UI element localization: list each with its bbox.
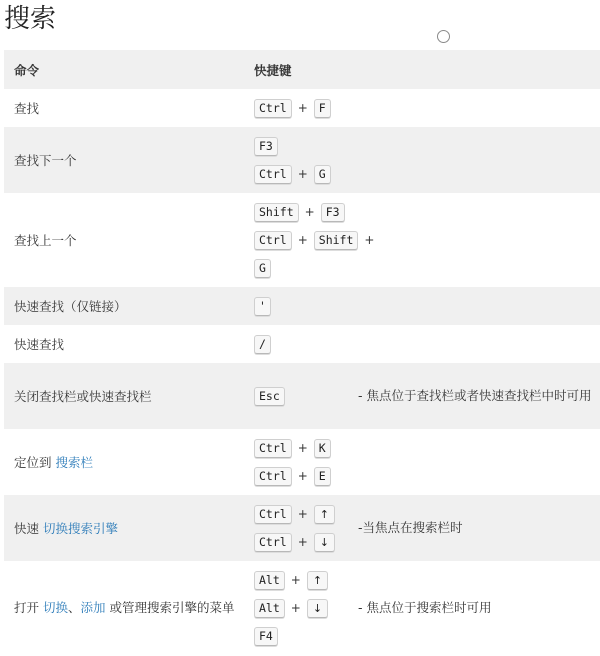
plus-sign: + — [297, 441, 308, 455]
command-link[interactable]: 搜索栏 — [55, 455, 93, 470]
command-text: 、 — [68, 600, 81, 615]
page-title: 搜索 — [4, 4, 57, 34]
command-text: 查找 — [14, 101, 40, 116]
command-link[interactable]: 切换 — [42, 600, 68, 615]
plus-sign: + — [297, 469, 308, 483]
key-combo — [254, 160, 600, 188]
key-combo — [254, 462, 600, 490]
key-cap: F3 — [321, 203, 345, 222]
plus-sign: + — [290, 601, 301, 615]
header-command: 命令 — [14, 62, 40, 78]
key-cap: Ctrl — [254, 505, 292, 524]
table-row — [4, 287, 600, 325]
key-cap: K — [314, 439, 331, 458]
shortcut-cell — [244, 89, 600, 127]
key-combo — [254, 434, 600, 462]
command-text: 查找上一个 — [14, 233, 77, 248]
command-text: 查找下一个 — [14, 153, 77, 168]
shortcut-cell — [244, 561, 348, 655]
key-combo — [254, 94, 600, 122]
note-cell: - 焦点位于查找栏或者快速查找栏中时可用 — [358, 388, 592, 403]
key-cap: G — [254, 259, 271, 278]
arrow-up-key: ↑ — [307, 571, 328, 590]
key-cap: Ctrl — [254, 231, 292, 250]
key-cap: Ctrl — [254, 467, 292, 486]
command-cell — [4, 127, 244, 193]
key-cap: F3 — [254, 137, 278, 156]
table-row — [4, 363, 600, 429]
key-cap: G — [314, 165, 331, 184]
command-cell — [4, 193, 244, 287]
command-link[interactable]: 添加 — [80, 600, 106, 615]
table-header-row — [4, 50, 600, 89]
key-cap: Ctrl — [254, 533, 292, 552]
command-text: 快速查找 — [14, 337, 65, 352]
key-combo — [254, 226, 600, 254]
shortcut-table — [4, 50, 600, 655]
command-cell — [4, 89, 244, 127]
command-link[interactable]: 切换搜索引擎 — [42, 521, 118, 536]
command-text: 关闭查找栏或快速查找栏 — [14, 389, 152, 404]
plus-sign: + — [364, 233, 375, 247]
key-cap: / — [254, 335, 271, 354]
note-cell: - 焦点位于搜索栏时可用 — [358, 600, 492, 615]
plus-sign: + — [304, 205, 315, 219]
shortcut-cell — [244, 363, 348, 429]
plus-sign: + — [290, 573, 301, 587]
key-combo — [254, 198, 600, 226]
shortcut-cell — [244, 287, 600, 325]
plus-sign: + — [297, 535, 308, 549]
key-combo — [254, 132, 600, 160]
key-cap: Esc — [254, 387, 285, 406]
key-cap: Alt — [254, 599, 285, 618]
key-cap: Ctrl — [254, 439, 292, 458]
table-row — [4, 325, 600, 363]
key-combo — [254, 500, 348, 528]
table-row — [4, 495, 600, 561]
key-combo — [254, 622, 348, 650]
key-combo — [254, 330, 600, 358]
command-cell — [4, 429, 244, 495]
plus-sign: + — [297, 507, 308, 521]
plus-sign: + — [297, 167, 308, 181]
key-combo — [254, 528, 348, 556]
plus-sign: + — [297, 233, 308, 247]
key-combo — [254, 254, 600, 282]
shortcut-cell — [244, 127, 600, 193]
command-text: 快速 — [14, 521, 43, 536]
key-cap: Shift — [314, 231, 359, 250]
circle-icon — [437, 30, 450, 43]
command-text: 打开 — [14, 600, 43, 615]
command-cell — [4, 325, 244, 363]
key-cap: Ctrl — [254, 165, 292, 184]
command-cell — [4, 561, 244, 655]
key-combo — [254, 292, 600, 320]
arrow-up-key: ↑ — [314, 505, 335, 524]
note-cell: -当焦点在搜索栏时 — [358, 520, 463, 535]
shortcut-cell — [244, 193, 600, 287]
table-row — [4, 193, 600, 287]
command-text: 定位到 — [14, 455, 56, 470]
key-cap: Shift — [254, 203, 299, 222]
plus-sign: + — [297, 101, 308, 115]
command-text: 快速查找（仅链接） — [14, 299, 127, 314]
key-combo — [254, 594, 348, 622]
arrow-down-key: ↓ — [307, 599, 328, 618]
table-row — [4, 89, 600, 127]
shortcut-cell — [244, 325, 600, 363]
arrow-down-key: ↓ — [314, 533, 335, 552]
header-shortcut: 快捷键 — [254, 62, 292, 78]
table-row — [4, 561, 600, 655]
key-cap: Ctrl — [254, 99, 292, 118]
key-cap: E — [314, 467, 331, 486]
table-row — [4, 429, 600, 495]
key-cap: F — [314, 99, 331, 118]
table-row — [4, 127, 600, 193]
key-combo — [254, 566, 348, 594]
key-combo — [254, 382, 348, 410]
shortcut-cell — [244, 429, 600, 495]
key-cap: F4 — [254, 627, 278, 646]
command-cell — [4, 495, 244, 561]
command-text: 或管理搜索引擎的菜单 — [105, 600, 235, 615]
command-cell — [4, 363, 244, 429]
key-cap: ' — [254, 297, 271, 316]
command-cell — [4, 287, 244, 325]
shortcut-cell — [244, 495, 348, 561]
key-cap: Alt — [254, 571, 285, 590]
